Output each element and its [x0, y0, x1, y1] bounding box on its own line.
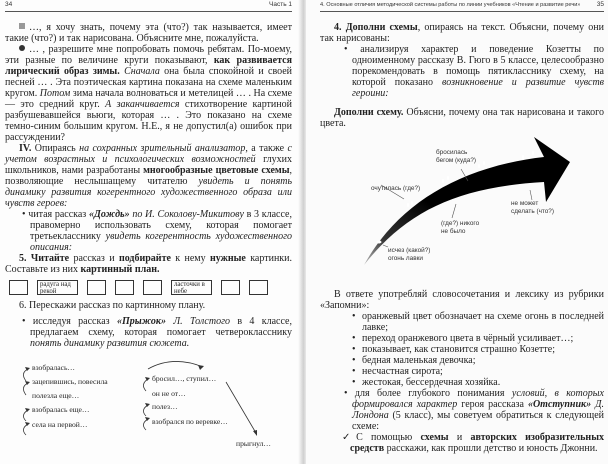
scheme-step: взобралась еще…	[32, 405, 90, 414]
text-run: она была спокойной и своей песней … . Эта поэтическая картина показана на схеме маленьким кругом.	[5, 66, 293, 99]
text-run: …, я хочу знать, почему эта (что?) так называется, имеет такие (что?) и так нарисована. Объясните мне, пожалуйста.	[5, 22, 292, 44]
page-number: 35	[596, 1, 604, 8]
scheme-step: села на первой…	[32, 420, 88, 429]
task-5	[5, 253, 292, 275]
text-run: к нему	[170, 253, 210, 264]
page-header	[5, 0, 292, 10]
text-run: в 3 классе, правомерно использовать схему, которая помогает третьекласснику	[30, 209, 292, 242]
bullet-renegade: • для более глубокого понимания условий, в которых формировался характер героя рассказа «Отступник» Д. Лондона (5 класс), мы советуем обратиться к следующей схеме:	[344, 388, 604, 432]
text-run: … , разрешите мне попробовать помочь ребятам. По-моему, эти разные по величине круги показывают,	[5, 44, 292, 66]
text-run: рассказ и	[69, 253, 119, 264]
page-number: 34	[5, 1, 13, 8]
text-runs	[19, 300, 205, 311]
text-run: авторских изобразительных средств	[350, 432, 605, 454]
scheme-step: он не от…	[152, 389, 186, 398]
text-run: на сохранных зрительный анализатор	[79, 143, 246, 154]
text-run: Сначала	[124, 66, 160, 77]
label-line: очутилась (где?)	[371, 185, 421, 192]
remember-item: • показывает, как становится страшно Козетте;	[350, 344, 604, 355]
text-run: и	[448, 432, 471, 443]
paragraph-question	[5, 22, 292, 44]
text-run: с учетом возрастных и психологических возможностей	[5, 143, 292, 165]
running-head: 4. Основные отличия методической системы работы по линии учебников «Чтение и развитие речи»	[320, 2, 581, 8]
text-run: С помощью	[356, 432, 421, 443]
text-run: , а также	[245, 143, 288, 154]
text-run: расскажи, как прошли детство и юность Джонни.	[384, 443, 598, 454]
checkmark-icon: ✓	[342, 432, 357, 443]
scheme-step: полезла еще…	[32, 391, 80, 400]
text-run: (5 класс), мы советуем обратиться к следующей схеме:	[352, 410, 604, 432]
text-run: Дополни схему.	[334, 107, 404, 118]
scheme-step: бросил…, ступил…	[152, 374, 217, 383]
text-run: возникновение и развитие чувств героини:	[352, 77, 605, 99]
arrow-label	[441, 220, 479, 235]
scheme-end: прыгнул…	[236, 439, 271, 448]
bullet-cosette: • анализируя характер и поведение Козетты по одноименному рассказу В. Гюго в 5 классе, целесообразно порекомендовать в помощь пятикласснику схему, на которой показано возникновение и развитие чувств героини:	[344, 44, 605, 99]
square-marker-icon	[19, 23, 25, 29]
label-line: не было	[441, 227, 466, 235]
arrow-label	[371, 185, 420, 193]
text-run: подбирайте	[118, 253, 171, 264]
text-run: Л. Толстого	[173, 316, 230, 327]
text-runs	[320, 289, 604, 311]
scheme-step: взобралась…	[32, 363, 76, 372]
scheme-step: взобрался по веревке…	[152, 417, 228, 426]
scheme-step: зацепившись, повесила	[32, 377, 108, 386]
text-run: условий, в которых формировался характер	[352, 388, 604, 410]
task-6	[19, 300, 292, 311]
text-run: А заканчивается	[105, 99, 180, 110]
scheme-step: полез…	[152, 402, 178, 411]
text-runs	[352, 388, 604, 432]
text-run: картинный план.	[80, 264, 160, 275]
label-line: огонь лавки	[388, 254, 423, 262]
text-run: в 4 классе, предлагаем схему, которая помогает четверокласснику	[30, 316, 292, 338]
text-runs	[30, 316, 292, 349]
answer-intro	[320, 289, 604, 311]
text-run: Объясни, почему она так нарисована и такого цвета.	[320, 107, 604, 129]
arrow-label	[511, 200, 554, 215]
text-runs	[320, 22, 604, 44]
plan-box: радуга над рекой	[37, 280, 78, 295]
plan-box	[249, 280, 268, 295]
label-line: исчез (какой?)	[388, 247, 431, 254]
text-run: многообразные цветовые схемы	[143, 165, 290, 176]
label-line: не может	[511, 200, 539, 207]
text-run: исследуя рассказ	[32, 316, 117, 327]
paragraph-iv	[5, 143, 292, 209]
text-runs	[28, 209, 292, 253]
arrow-label	[388, 247, 430, 262]
text-run: увидеть и понять динамику развития когерентного художественного образа или чувств героев:	[5, 176, 292, 209]
plan-box	[87, 280, 106, 295]
text-run: анализируя характер и поведение Козетты по одноименному рассказу В. Гюго в 5 классе, целесообразно порекомендовать в помощь пятикласснику схему, на которой показано	[352, 44, 604, 88]
task-complete-scheme	[320, 107, 604, 129]
jump-scheme	[5, 355, 292, 451]
text-run: увидеть когерентность художественного описания:	[30, 231, 292, 253]
text-run: как развивается лирический образ зимы.	[5, 55, 292, 77]
task-4	[320, 22, 604, 44]
text-run: по И. Соколову-Микитову	[132, 209, 244, 220]
label-line: (где?) никого	[441, 220, 480, 227]
text-run: «Дождь»	[88, 209, 130, 220]
plan-box	[143, 280, 162, 295]
text-run: 4. Дополни схемы	[334, 22, 418, 33]
text-runs	[5, 143, 292, 209]
text-run: зима начала волноваться и метелицей … . На схеме — это средний круг.	[5, 88, 293, 110]
right-page	[306, 0, 608, 464]
text-run: , опираясь на текст. Объясни, почему они так нарисованы:	[320, 22, 604, 44]
arrow-label	[436, 149, 476, 164]
text-run: стихотворение картиной разбушевавшейся вьюги, которая … . Это показано на схеме темно-синим большим кругом. Н.Е., я не допустил(а) ошибок при рассуждении?	[5, 99, 292, 143]
text-run: Д. Лондона	[352, 399, 604, 421]
text-runs	[352, 44, 604, 99]
text-runs	[5, 253, 292, 275]
running-head: Часть 1	[269, 1, 292, 8]
remember-item: • бедная маленькая девочка;	[350, 355, 604, 366]
text-run: Потом	[39, 88, 71, 99]
paragraph-answer	[5, 44, 292, 143]
bullet-rain: • читая рассказ «Дождь» по И. Соколову-Микитову в 3 классе, правомерно использовать схему, которая помогает третьекласснику увидеть когерентность художественного описания:	[22, 209, 292, 253]
text-run: картинки. Составьте из них	[5, 253, 293, 275]
page-header	[320, 0, 604, 10]
plan-box	[221, 280, 240, 295]
text-run: Опираясь	[31, 143, 80, 154]
left-page	[0, 0, 300, 464]
label-line: бросилась	[436, 149, 468, 156]
bullet-jump: • исследуя рассказ «Прыжок» Л. Толстого в 4 классе, предлагаем схему, которая помогает четверокласснику понять динамику развития сюжета.	[22, 316, 292, 349]
text-run: глухих школьников, нами разработаны	[5, 154, 293, 176]
text-run: В ответе употребляй словосочетания и лексику из рубрики «Запомни»:	[320, 289, 604, 311]
text-runs	[5, 44, 292, 143]
plan-box	[9, 280, 28, 295]
header-rule	[5, 11, 292, 12]
remember-item: • оранжевый цвет обозначает на схеме огонь в последней лавке;	[350, 311, 604, 333]
text-run: «Отступник»	[527, 399, 592, 410]
cosette-scheme	[320, 131, 604, 289]
text-run: героя рассказа	[457, 399, 528, 410]
text-run: 5. Читайте	[19, 253, 70, 264]
remember-item: • переход оранжевого цвета в чёрный усиливает…;	[350, 333, 604, 344]
plan-box	[115, 280, 134, 295]
text-run: 6. Перескажи рассказ по картинному плану.	[19, 300, 206, 311]
remember-item: • жестокая, бессердечная хозяйка.	[350, 377, 604, 388]
text-run: понять динамику развития сюжета.	[30, 338, 190, 349]
remember-item: • несчастная сирота;	[350, 366, 604, 377]
label-line: сделать (что?)	[511, 207, 554, 215]
text-run: читая рассказ	[28, 209, 89, 220]
header-rule	[320, 11, 604, 12]
check-task	[340, 432, 604, 454]
label-line: бегом (куда?)	[436, 156, 477, 164]
text-run: , позволяющие неслышащему читателю	[5, 165, 292, 187]
text-run: для более глубокого понимания	[354, 388, 512, 399]
circle-marker-icon	[19, 45, 25, 51]
text-runs	[320, 107, 604, 129]
text-run: «Прыжок»	[116, 316, 166, 327]
text-run: нужные	[209, 253, 246, 264]
text-runs	[350, 432, 604, 454]
remember-list	[350, 311, 604, 388]
text-run: схемы	[420, 432, 449, 443]
text-runs	[5, 22, 292, 44]
plan-box: ласточки в небе	[171, 280, 212, 295]
picture-plan	[9, 280, 292, 295]
text-run: IV.	[19, 143, 32, 154]
